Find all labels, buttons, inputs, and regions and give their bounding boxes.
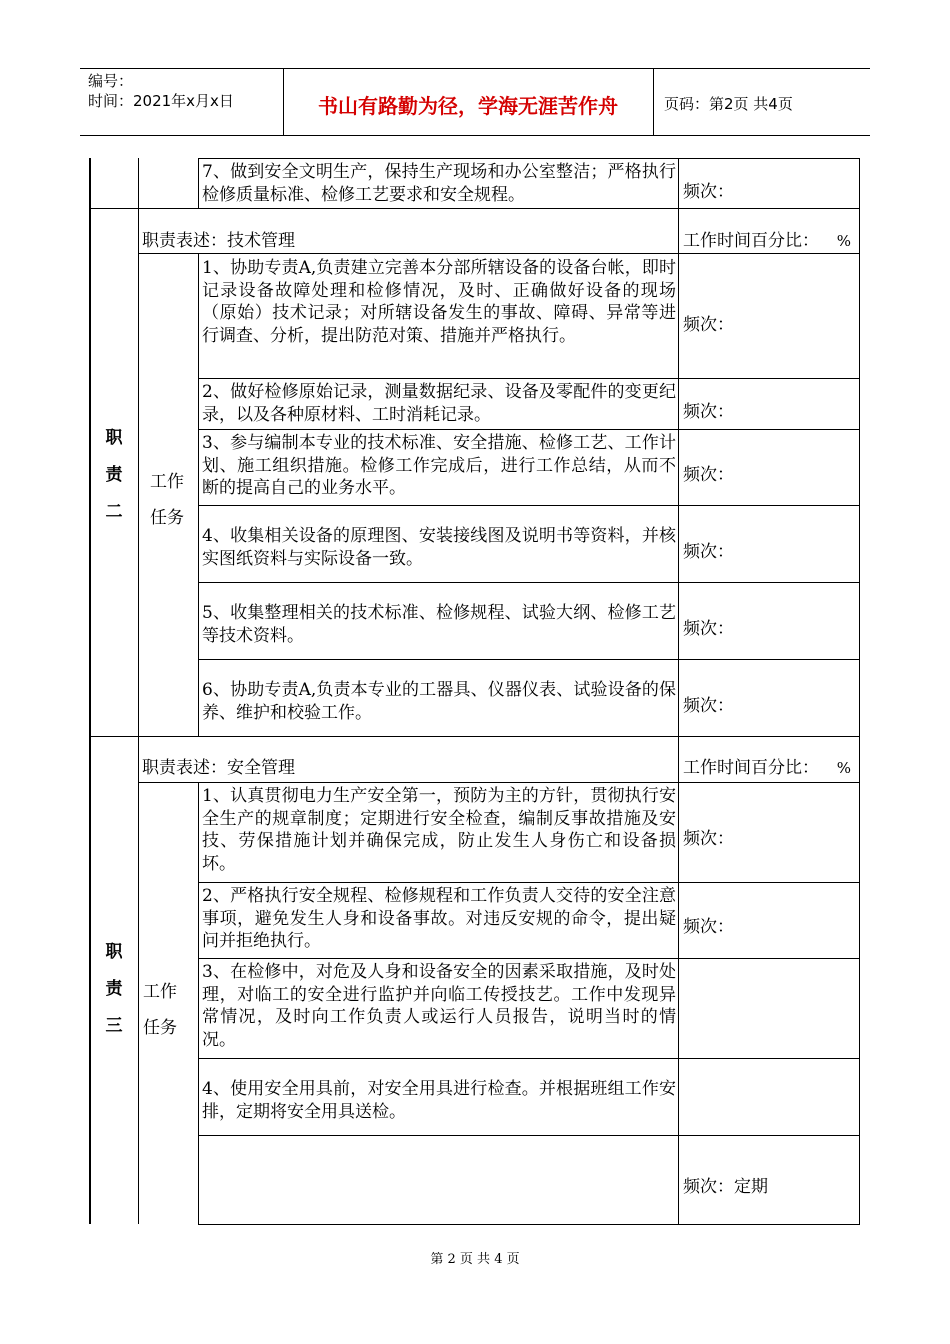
task-text: 2、严格执行安全规程、检修规程和工作负责人交待的安全注意事项，避免发生人身和设备事故。对违反安规的命令，提出疑问并拒绝执行。 xyxy=(202,886,676,951)
task-text: 2、做好检修原始记录，测量数据纪录、设备及零配件的变更纪录，以及各种原材料、工时消耗记录。 xyxy=(202,382,676,425)
task-text: 3、参与编制本专业的技术标准、安全措施、检修工艺、工作计划、施工组织措施。检修工作完成后，进行工作总结，从而不断的提高自己的业务水平。 xyxy=(202,433,676,498)
task-text: 3、在检修中，对危及人身和设备安全的因素采取措施，及时处理，对临工的安全进行监护并向临工传授技艺。工作中发现异常情况，及时向工作负责人或运行人员报告，说明当时的情况。 xyxy=(202,962,676,1050)
table-column-line xyxy=(198,782,199,1224)
category-line: 工作 xyxy=(143,982,177,1002)
duty-label-char: 责 xyxy=(105,465,123,485)
work-task-category xyxy=(150,464,184,536)
frequency-label: 频次： xyxy=(683,402,734,422)
table-column-line xyxy=(678,158,679,1224)
task-text: 7、做到安全文明生产，保持生产现场和办公室整洁；严格执行检修质量标准、检修工艺要求和安全规程。 xyxy=(202,162,676,205)
table-column-line xyxy=(198,158,199,208)
duty-label-char: 责 xyxy=(105,979,123,999)
duty-label-char: 职 xyxy=(105,942,123,962)
table-row-line xyxy=(198,1058,860,1059)
category-line: 任务 xyxy=(143,1018,177,1038)
table-row-line xyxy=(198,1224,860,1225)
task-text: 4、收集相关设备的原理图、安装接线图及说明书等资料，并核实图纸资料与实际设备一致。 xyxy=(202,526,676,569)
table-row-line xyxy=(198,582,860,583)
frequency-label: 频次： xyxy=(683,696,734,716)
table-left-border xyxy=(89,158,91,1224)
table-row-line xyxy=(138,782,860,783)
task-text: 4、使用安全用具前，对安全用具进行检查。并根据班组工作安排，定期将安全用具送检。 xyxy=(202,1079,676,1122)
header-top-border xyxy=(80,68,870,69)
page-footer: 第 2 页 共 4 页 xyxy=(430,1252,520,1267)
task-text: 1、认真贯彻电力生产安全第一，预防为主的方针，贯彻执行安全生产的规章制度；定期进行安全检查，编制反事故措施及安技、劳保措施计划并确保完成，防止发生人身伤亡和设备损坏。 xyxy=(202,786,676,874)
table-row-line xyxy=(198,882,860,883)
time-percentage-label: 工作时间百分比： xyxy=(683,231,819,251)
frequency-label: 频次： xyxy=(683,542,734,562)
table-row-line xyxy=(198,378,860,379)
frequency-label: 频次： xyxy=(683,917,734,937)
page-number-label: 页码：第2页 共4页 xyxy=(664,95,793,113)
percent-unit: % xyxy=(836,232,851,250)
header-bottom-border xyxy=(80,135,870,136)
category-line: 工作 xyxy=(150,472,184,492)
percent-unit: % xyxy=(836,759,851,777)
duty-two-label xyxy=(94,420,134,531)
table-row-line xyxy=(138,253,860,254)
table-row-line xyxy=(198,429,860,430)
duty-three-label xyxy=(94,934,134,1045)
table-row-line xyxy=(198,659,860,660)
duty-label-char: 二 xyxy=(105,502,123,522)
time-percentage-field xyxy=(683,230,855,253)
table-row-line xyxy=(198,158,860,159)
duty-description: 职责表述：技术管理 xyxy=(142,231,295,251)
frequency-label: 频次：定期 xyxy=(683,1177,768,1197)
frequency-label: 频次： xyxy=(683,465,734,485)
header-divider xyxy=(653,68,654,135)
table-column-line xyxy=(198,253,199,736)
table-row-line xyxy=(198,1135,860,1136)
table-row-line xyxy=(89,736,860,737)
duty-label-char: 三 xyxy=(105,1016,123,1036)
time-percentage-field xyxy=(683,757,855,780)
document-time-label: 时间：2021年x月x日 xyxy=(88,92,234,110)
duty-label-char: 职 xyxy=(105,428,123,448)
frequency-label: 频次： xyxy=(683,182,734,202)
table-row-line xyxy=(89,208,860,209)
time-percentage-label: 工作时间百分比： xyxy=(683,758,819,778)
table-row-line xyxy=(198,505,860,506)
document-number-label: 编号： xyxy=(88,72,134,90)
header-motto: 书山有路勤为径，学海无涯苦作舟 xyxy=(318,94,618,118)
work-task-category xyxy=(143,974,177,1046)
duty-description: 职责表述：安全管理 xyxy=(142,758,295,778)
table-column-line xyxy=(138,158,139,1224)
task-text: 5、收集整理相关的技术标准、检修规程、试验大纲、检修工艺等技术资料。 xyxy=(202,603,676,646)
frequency-label: 频次： xyxy=(683,619,734,639)
task-text: 6、协助专责A,负责本专业的工器具、仪器仪表、试验设备的保养、维护和校验工作。 xyxy=(202,680,676,723)
table-right-border xyxy=(859,158,860,1224)
frequency-label: 频次： xyxy=(683,315,734,335)
table-row-line xyxy=(198,958,860,959)
frequency-label: 频次： xyxy=(683,829,734,849)
category-line: 任务 xyxy=(150,508,184,528)
task-text: 1、协助专责A,负责建立完善本分部所辖设备的设备台帐，即时记录设备故障处理和检修情况，及时、正确做好设备的现场（原始）技术记录；对所辖设备发生的事故、障碍、异常等进行调查、分析，提出防范对策、措施并严格执行。 xyxy=(202,258,676,346)
